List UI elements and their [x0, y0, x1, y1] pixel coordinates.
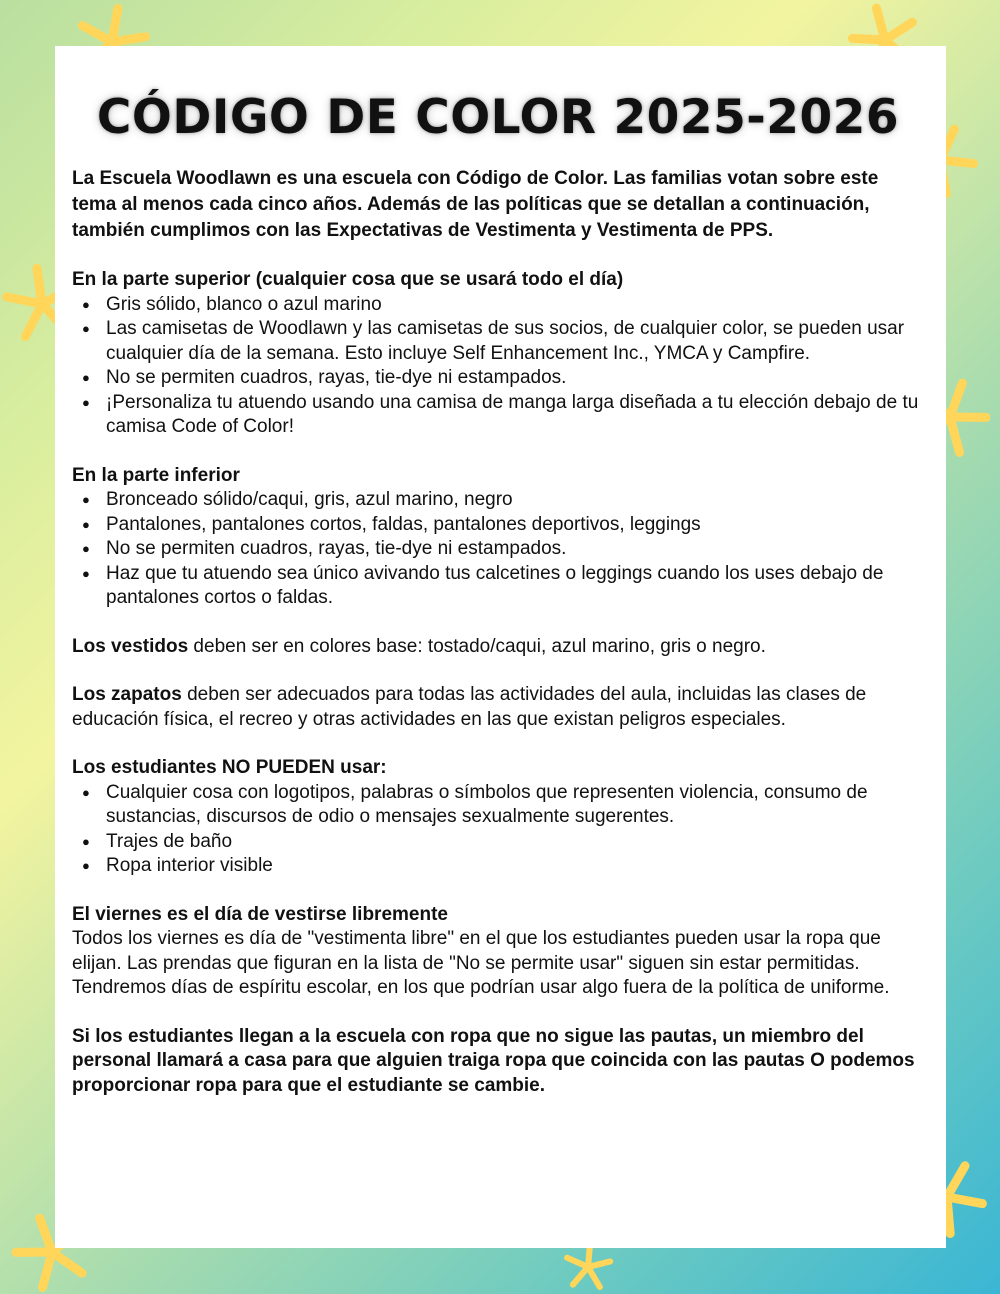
dresses-text: deben ser en colores base: tostado/caqui, azul marino, gris o negro. [188, 635, 766, 657]
list-item: ● Las camisetas de Woodlawn y las camisetas de sus socios, de cualquier color, se pueden usar cualquier día de la semana. Esto incluye Self Enhancement Inc., YMCA y Campfire. [106, 317, 924, 366]
top-list [72, 293, 924, 440]
dresses-section [72, 635, 924, 660]
friday-section [72, 903, 924, 1001]
closing-paragraph: Si los estudiantes llegan a la escuela con ropa que no sigue las pautas, un miembro del personal llamará a casa para que alguien traiga ropa que coincida con las pautas O podemos proporcionar ropa para que el estudiante se cambie. [72, 1025, 915, 1096]
list-item: ● Gris sólido, blanco o azul marino [106, 293, 924, 318]
bottom-list [72, 488, 924, 611]
list-item: ● ¡Personaliza tu atuendo usando una camisa de manga larga diseñada a tu elección debajo de tu camisa Code of Color! [106, 391, 924, 440]
shoes-lead: Los zapatos [72, 684, 182, 705]
page-title: CÓDIGO DE COLOR 2025-2026 [96, 90, 900, 145]
intro-paragraph: La Escuela Woodlawn es una escuela con Código de Color. Las familias votan sobre este tema al menos cada cinco años. Además de las políticas que se detallan a continuación, también cumplimos con las Expectativas de Vestimenta y Vestimenta de PPS. [72, 168, 879, 241]
top-heading: En la parte superior (cualquier cosa que se usará todo el día) [72, 269, 624, 290]
friday-heading: El viernes es el día de vestirse libremente [72, 903, 448, 925]
list-item: ● Bronceado sólido/caqui, gris, azul marino, negro [106, 488, 924, 513]
list-item: ● Haz que tu atuendo sea único avivando tus calcetines o leggings cuando los uses debajo de pantalones cortos o faldas. [106, 562, 924, 611]
cannot-section [72, 756, 924, 879]
list-item: ● No se permiten cuadros, rayas, tie-dye ni estampados. [106, 366, 924, 391]
star-icon [548, 1240, 628, 1294]
cannot-list [72, 781, 924, 879]
shoes-text: deben ser adecuados para todas las actividades del aula, incluidas las clases de educación física, el recreo y otras actividades en las que existan peligros especiales. [72, 684, 867, 730]
bottom-heading: En la parte inferior [72, 464, 240, 486]
closing-section [72, 1025, 924, 1099]
top-section [72, 268, 924, 440]
list-item: ● Ropa interior visible [106, 854, 924, 879]
dresses-lead: Los vestidos [72, 635, 189, 657]
shoes-section [72, 683, 924, 732]
list-item: ● Pantalones, pantalones cortos, faldas, pantalones deportivos, leggings [106, 513, 924, 538]
cannot-heading: Los estudiantes NO PUEDEN usar: [72, 757, 387, 778]
list-item: ● No se permiten cuadros, rayas, tie-dye ni estampados. [106, 537, 924, 562]
list-item: ● Cualquier cosa con logotipos, palabras o símbolos que representen violencia, consumo de sustancias, discursos de odio o mensajes sexualmente sugerentes. [106, 781, 924, 830]
bottom-section [72, 464, 924, 611]
friday-text: Todos los viernes es día de "vestimenta libre" en el que los estudiantes pueden usar la ropa que elijan. Las prendas que figuran en la lista de "No se permite usar" siguen sin estar permitidas. Tendremos días de espíritu escolar, en los que podrían usar algo fuera de la política de uniforme. [72, 928, 890, 998]
list-item: ● Trajes de baño [106, 830, 924, 855]
flyer-page [55, 46, 946, 1248]
